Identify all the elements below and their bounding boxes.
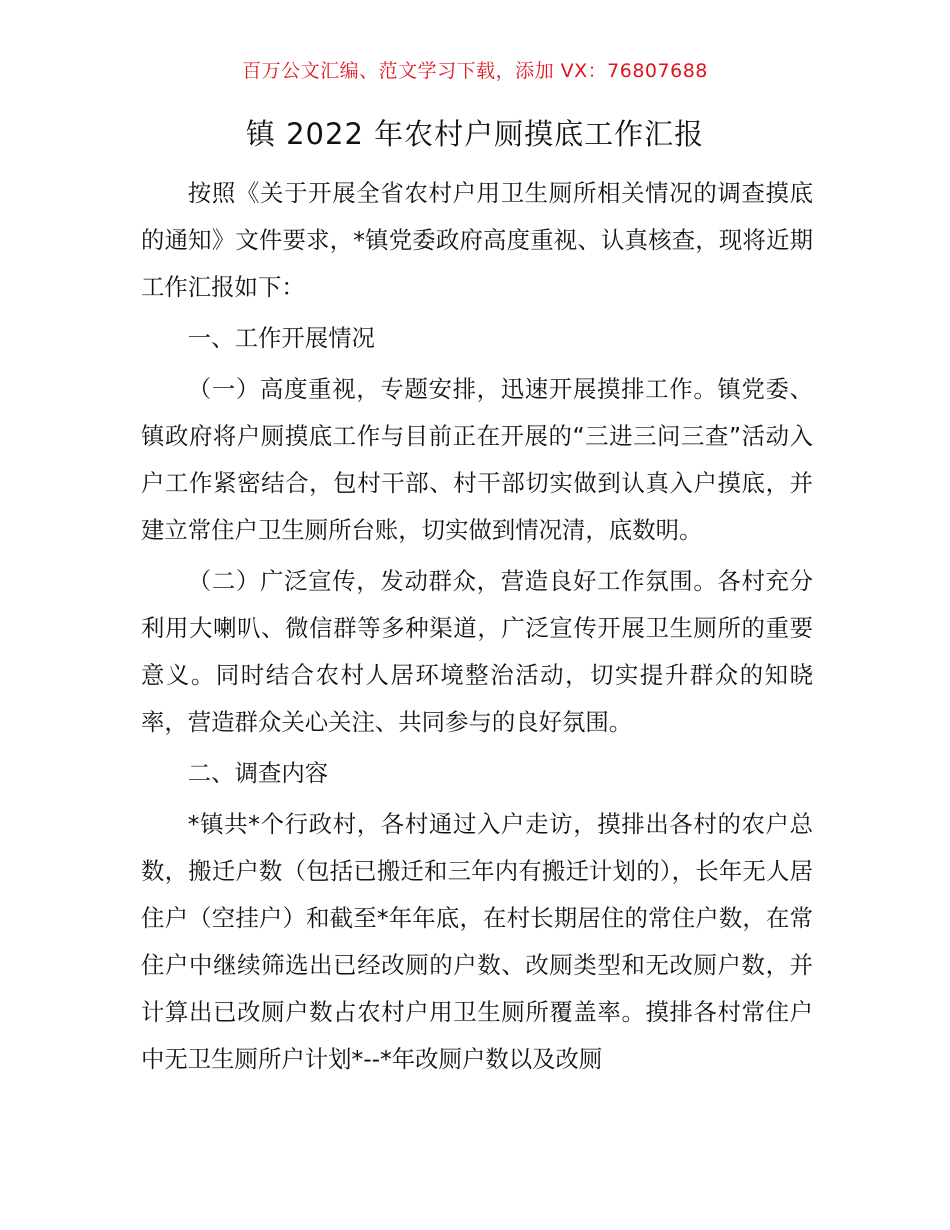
document-body — [141, 170, 813, 1087]
paragraph-subsection-2: （二）广泛宣传，发动群众，营造良好工作氛围。各村充分利用大喇叭、微信群等多种渠道，广泛宣传开展卫生厕所的重要意义。同时结合农村人居环境整治活动，切实提升群众的知晓率，营造群众关心关注、共同参与的良好氛围。 — [141, 567, 813, 736]
paragraph-survey-content: *镇共*个行政村，各村通过入户走访，摸排出各村的农户总数，搬迁户数（包括已搬迁和三年内有搬迁计划的），长年无人居住户（空挂户）和截至*年年底，在村长期居住的常住户数，在常住户中继续筛选出已经改厕的户数、改厕类型和无改厕户数，并计算出已改厕户数占农村户用卫生厕所覆盖率。摸排各村常住户中无卫生厕所户计划*--*年改厕户数以及改厕 — [141, 810, 813, 1073]
document-title: 镇 2022 年农村户厕摸底工作汇报 — [245, 117, 705, 151]
paragraph-subsection-1: （一）高度重视，专题安排，迅速开展摸排工作。镇党委、镇政府将户厕摸底工作与目前正在开展的“三进三问三查”活动入户工作紧密结合，包村干部、村干部切实做到认真入户摸底，并建立常住户卫生厕所台账，切实做到情况清，底数明。 — [141, 375, 813, 544]
watermark-header: 百万公文汇编、范文学习下载，添加 VX：76807688 — [242, 60, 708, 82]
intro-paragraph: 按照《关于开展全省农村户用卫生厕所相关情况的调查摸底的通知》文件要求，*镇党委政府高度重视、认真核查，现将近期工作汇报如下： — [141, 179, 813, 301]
section-heading-1: 一、工作开展情况 — [187, 324, 375, 352]
section-heading-2: 二、调查内容 — [187, 759, 329, 787]
